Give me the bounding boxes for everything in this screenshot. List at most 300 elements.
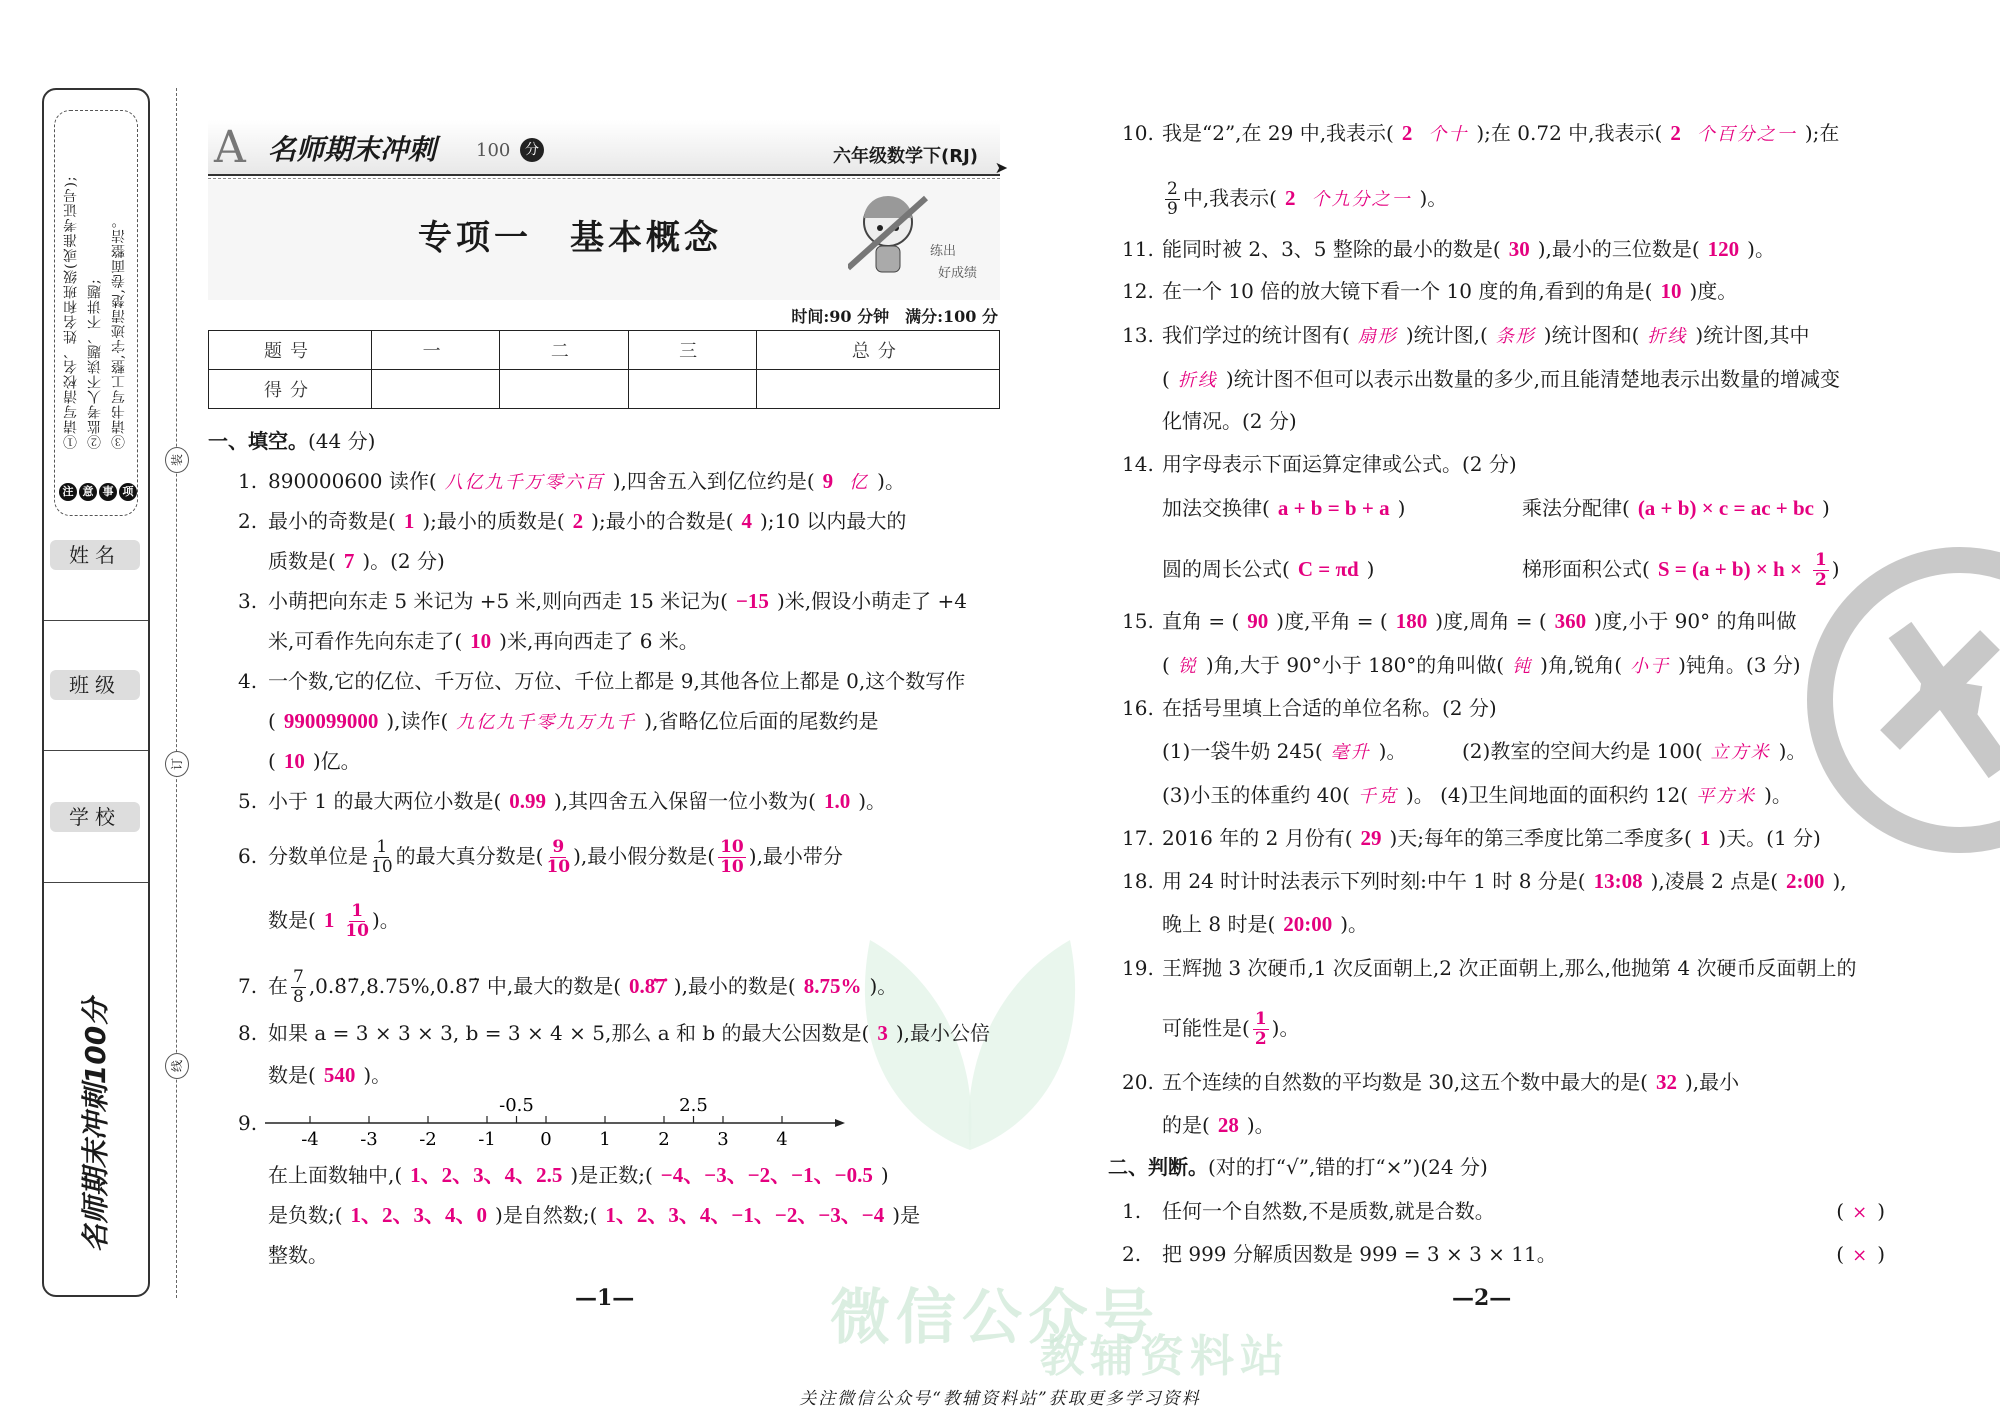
question-text: ) (1366, 557, 1375, 581)
answer-fraction (546, 838, 570, 877)
answer-text: 0.99 (509, 789, 546, 813)
question-text: 五个连续的自然数的平均数是 30,这五个数中最大的是( (1162, 1070, 1648, 1094)
section-heading: 一、填空。 (208, 429, 308, 453)
answer-fraction (345, 902, 369, 941)
answer-text: 10 (283, 749, 305, 773)
question-line (238, 968, 897, 1007)
denominator: 2 (1814, 570, 1827, 590)
section-heading-line (208, 428, 375, 454)
question-text: )。 (1778, 739, 1807, 763)
marked-label: 2.5 (679, 1095, 708, 1116)
score-input-cell[interactable] (756, 370, 999, 409)
question-number: 1. (1122, 1199, 1142, 1223)
logo-a-icon: A (214, 122, 246, 173)
denominator: 8 (293, 987, 304, 1007)
axis-arrow-icon (835, 1119, 845, 1127)
answer-text: 20:00 (1283, 912, 1333, 936)
axis-tick-label: 0 (540, 1129, 552, 1150)
question-text: )。 (4)卫生间地面的面积约 12( (1405, 783, 1689, 807)
question-line (1122, 236, 1775, 262)
question-text: )。 (1271, 1016, 1300, 1040)
table-header-cell: 一 (372, 331, 500, 370)
answer-text: 120 (1707, 237, 1740, 261)
numerator: 1 (1254, 1009, 1267, 1029)
answer-text: 990099000 (283, 709, 379, 733)
mascot-text: 好成绩 (938, 266, 978, 281)
question-number: 20. (1122, 1070, 1154, 1094)
handwritten-answer: 个九分之一 (1311, 189, 1412, 210)
handwritten-answer: 小于 (1630, 656, 1671, 677)
denominator: 9 (1167, 199, 1178, 219)
question-text: )。(2 分) (362, 549, 445, 573)
question-line (1122, 451, 1517, 477)
handwritten-answer: 千克 (1357, 786, 1398, 807)
watermark-text: 教辅资料站 (1040, 1331, 1290, 1382)
answer-text: 3 (877, 1021, 888, 1045)
question-text: ( (1162, 653, 1170, 677)
question-text: (44 分) (308, 429, 376, 453)
handwritten-answer: 八亿九千万零六百 (444, 472, 605, 493)
answer-text: 1 (403, 509, 415, 533)
answer-text: 1、2、3、4、−1、−2、−3、−4 (605, 1203, 885, 1227)
question-text: (对的打“√”,错的打“×”)(24 分) (1208, 1155, 1488, 1179)
answer-text: 180 (1395, 609, 1428, 633)
question-text: )天。(1 分) (1718, 826, 1821, 850)
answer-text: S = (a + b) × h × (1657, 557, 1802, 581)
denominator: 10 (546, 857, 571, 877)
question-line (1162, 652, 1801, 680)
question-text: 小于 1 的最大两位小数是( (268, 789, 502, 813)
question-text: 在上面数轴中,( (268, 1163, 403, 1187)
question-text: );最小的质数是( (422, 509, 565, 533)
series-logo-suffix: 100 (476, 140, 511, 161)
question-line (1162, 366, 1840, 394)
question-text: )。 (877, 469, 905, 493)
answer-text: a + b = b + a (1277, 496, 1390, 520)
answer-text: 1 (1699, 826, 1711, 850)
answer-text: −4、−3、−2、−1、−0.5 (660, 1163, 873, 1187)
question-number: 4. (238, 669, 258, 693)
answer-column (1462, 738, 1806, 766)
question-number: 10. (1122, 121, 1154, 145)
question-text: ) (1397, 496, 1406, 520)
question-text: 小萌把向东走 5 米记为 +5 米,则向西走 15 米记为( (268, 589, 728, 613)
question-text: )亿。 (312, 749, 361, 773)
question-line (268, 1162, 889, 1188)
notice-box (54, 110, 138, 516)
denominator: 10 (720, 857, 744, 877)
question-text: )。 (1378, 739, 1407, 763)
notice-title-char: 意 (79, 483, 97, 501)
question-text: );最小的合数是( (591, 509, 734, 533)
handwritten-answer: 折线 (1647, 326, 1688, 347)
score-table (208, 330, 1000, 409)
question-line (238, 508, 906, 534)
question-line (238, 588, 967, 614)
question-text: 梯形面积公式( (1522, 557, 1650, 581)
question-line (1162, 738, 1806, 766)
question-text: )。 (1747, 237, 1775, 261)
numerator: 1 (376, 837, 388, 857)
question-text: 在括号里填上合适的单位名称。(2 分) (1162, 696, 1497, 720)
table-header-cell: 三 (628, 331, 756, 370)
question-number: 19. (1122, 956, 1154, 980)
handwritten-answer: 立方米 (1710, 742, 1771, 763)
question-text: )天;每年的第三季度比第二季度多( (1389, 826, 1692, 850)
question-text: ) (1822, 496, 1830, 520)
answer-text: 1 (323, 908, 335, 932)
question-line (1122, 278, 1737, 304)
question-text: )角,大于 90°小于 180°的角叫做( (1205, 653, 1505, 677)
question-text: 分数单位是 (268, 844, 368, 868)
question-text: );在 0.72 中,我表示( (1476, 121, 1663, 145)
handwritten-answer: 亿 (849, 472, 870, 493)
question-text: )。 (363, 1063, 392, 1087)
question-text: )米,再向西走了 6 米。 (499, 629, 699, 653)
question-text: )是自然数;( (495, 1203, 598, 1227)
numerator: 2 (1167, 179, 1178, 199)
notice-title-char: 注 (59, 483, 77, 501)
question-text: )。 (1246, 1113, 1275, 1137)
question-line (268, 1202, 920, 1228)
question-line (268, 708, 878, 736)
notice-title-char: 事 (99, 483, 117, 501)
question-text: )统计图,( (1405, 323, 1488, 347)
handwritten-answer: 折线 (1177, 370, 1218, 391)
question-number: 18. (1122, 869, 1154, 893)
handwritten-answer: 平方米 (1696, 786, 1757, 807)
question-text: ), (1832, 869, 1847, 893)
question-text: 最小的奇数是( (268, 509, 396, 533)
answer-fraction (1813, 551, 1829, 590)
question-text: )角,锐角( (1540, 653, 1623, 677)
question-line (268, 628, 699, 654)
question-line (238, 468, 905, 496)
notice-title-char: 项 (119, 483, 137, 501)
answer-text: (a + b) × c = ac + bc (1637, 496, 1814, 520)
handwritten-answer: 毫升 (1330, 742, 1371, 763)
question-number: 14. (1122, 452, 1154, 476)
question-text: ),其四舍五入保留一位小数为( (554, 789, 816, 813)
answer-text: 360 (1554, 609, 1587, 633)
answer-column (1522, 551, 1840, 590)
question-text: );10 以内最大的 (760, 509, 907, 533)
handwritten-answer: 九亿九千零九万九千 (456, 712, 637, 733)
section-heading-line (1108, 1154, 1488, 1180)
answer-text: 2 (1670, 121, 1681, 145)
divider (44, 882, 148, 883)
question-line (238, 838, 843, 877)
question-text: ) (1877, 1199, 1885, 1223)
question-text: )。 (858, 789, 887, 813)
notice-title (59, 483, 137, 501)
question-text: 2016 年的 2 月份有( (1162, 826, 1353, 850)
handwritten-answer: 钝 (1512, 656, 1533, 677)
question-line (268, 1242, 328, 1268)
question-text: ) (1877, 1242, 1885, 1266)
axis-tick-label: -3 (360, 1129, 378, 1150)
answer-text: 28 (1217, 1113, 1239, 1137)
notice-text (59, 119, 131, 449)
question-text: 质数是( (268, 549, 336, 573)
question-text: 圆的周长公式( (1162, 557, 1290, 581)
question-line (1162, 408, 1297, 434)
axis-tick-label: 4 (776, 1129, 788, 1150)
axis-tick-label: 3 (717, 1129, 729, 1150)
question-text: )。 (1764, 783, 1792, 807)
divider (208, 178, 1000, 179)
answer-text: 9 (822, 469, 834, 493)
judgment-bracket (1836, 1241, 1885, 1269)
divider (44, 750, 148, 751)
question-line (1122, 120, 1839, 148)
question-text: 乘法分配律( (1522, 496, 1630, 520)
axis-tick-label: 2 (658, 1129, 670, 1150)
numerator: 10 (720, 837, 744, 857)
class-field-label: 班级 (50, 670, 140, 700)
question-text: ( (268, 709, 276, 733)
question-text: 在一个 10 倍的放大镜下看一个 10 度的角,看到的角是( (1162, 279, 1653, 303)
question-text: ),最小 (1684, 1070, 1740, 1094)
question-line (1122, 608, 1796, 634)
handwritten-answer: × (1852, 1202, 1870, 1223)
question-line (1162, 1112, 1275, 1138)
question-text: )米,假设小萌走了 +4 (776, 589, 967, 613)
cut-mark: 订 (165, 751, 189, 777)
question-text: ,0.8̇7̇,8.75%,0.87̇ 中,最大的数是( (308, 974, 622, 998)
judgment-bracket (1836, 1198, 1885, 1226)
question-text: 用字母表示下面运算定律或公式。(2 分) (1162, 452, 1517, 476)
mascot-icon (848, 188, 928, 288)
question-line (1122, 1069, 1739, 1095)
question-text: ),省略亿位后面的尾数约是 (644, 709, 879, 733)
question-text: 在 (268, 974, 288, 998)
answer-fraction (718, 838, 746, 877)
question-text: 的是( (1162, 1113, 1210, 1137)
binding-sidebar (42, 88, 150, 1297)
question-text: (3)小玉的体重约 40( (1162, 783, 1350, 807)
axis-tick-label: -2 (419, 1129, 437, 1150)
question-text: 如果 a = 3 × 3 × 3, b = 3 × 4 × 5,那么 a 和 b 的最大公因数是( (268, 1021, 870, 1045)
question-line (1162, 782, 1792, 810)
answer-text: 2 (1285, 186, 1296, 210)
question-text: 晚上 8 时是( (1162, 912, 1276, 936)
question-text: )。 (1419, 186, 1448, 210)
handwritten-answer: 条形 (1495, 326, 1536, 347)
question-text: ),最小的三位数是( (1537, 237, 1700, 261)
question-text: )统计图和( (1543, 323, 1640, 347)
denominator: 10 (345, 921, 369, 941)
axis-tick-label: 1 (599, 1129, 611, 1150)
answer-text: 2:00 (1786, 869, 1825, 893)
book-label: 六年级数学下(RJ) (832, 146, 978, 167)
answer-text: 540 (323, 1063, 356, 1087)
question-line (1162, 1010, 1299, 1049)
question-text: );在 (1804, 121, 1840, 145)
question-number: 2. (238, 509, 258, 533)
question-text: )度,小于 90° 的角叫做 (1594, 609, 1797, 633)
question-text: ( (268, 749, 276, 773)
question-text: 米,可看作先向东走了( (268, 629, 463, 653)
numerator: 9 (552, 837, 565, 857)
question-text: ),最小假分数是( (573, 844, 716, 868)
question-text: 王辉抛 3 次硬币,1 次反面朝上,2 次正面朝上,那么,他抛第 4 次硬币反面朝上的 (1162, 956, 1857, 980)
question-number: 16. (1122, 696, 1154, 720)
question-text: )度。 (1689, 279, 1738, 303)
answer-column (1162, 738, 1462, 766)
question-text: 890000600 读作( (268, 469, 437, 493)
section-heading: 二、判断。 (1108, 1155, 1208, 1179)
numerator: 1 (351, 901, 364, 921)
answer-fraction (1253, 1010, 1269, 1049)
question-text: 把 999 分解质因数是 999 = 3 × 3 × 11。 (1162, 1242, 1557, 1266)
table-row (209, 331, 1000, 370)
question-text: )度,周角 = ( (1435, 609, 1547, 633)
question-line (268, 748, 361, 774)
question-text: )。 (371, 908, 400, 932)
question-text: 我是“2”,在 29 中,我表示( (1162, 121, 1394, 145)
fraction (1165, 180, 1180, 219)
page-number: —1— (575, 1285, 635, 1311)
score-input-cell[interactable] (628, 370, 756, 409)
question-text: 中,我表示( (1182, 186, 1277, 210)
handwritten-answer: 个百分之一 (1696, 124, 1797, 145)
answer-text: 4 (741, 509, 752, 533)
logo-badge: 分 (520, 138, 544, 162)
question-text: ),凌晨 2 点是( (1650, 869, 1778, 893)
question-text: ( (1836, 1199, 1845, 1223)
time-info: 时间:90 分钟 满分:100 分 (791, 307, 998, 326)
notice-line: ②监考人不读题、不讲题; (87, 278, 103, 449)
answer-text: 1.0 (823, 789, 851, 813)
marked-label: -0.5 (499, 1095, 534, 1116)
question-text: ) (880, 1163, 889, 1187)
answer-text: 10 (1660, 279, 1682, 303)
question-line (268, 902, 400, 941)
score-input-cell[interactable] (500, 370, 628, 409)
answer-column (1162, 495, 1522, 521)
question-line (1122, 322, 1810, 350)
question-number: 15. (1122, 609, 1154, 633)
watermark-text: 微信公众号 (830, 1283, 1160, 1353)
table-header-cell: 总分 (756, 331, 999, 370)
notice-line: ③请书写工整,字迹清楚,卷面整洁。 (111, 213, 127, 449)
fraction (291, 968, 306, 1007)
name-field-label: 姓名 (50, 540, 140, 570)
question-text: )钝角。(3 分) (1678, 653, 1801, 677)
handwritten-answer: 个十 (1428, 124, 1469, 145)
question-text: 加法交换律( (1162, 496, 1270, 520)
series-logo: 名师期末冲刺 (268, 133, 437, 166)
question-text: ),读作( (386, 709, 449, 733)
question-line (1122, 825, 1821, 851)
question-text: )是正数;( (570, 1163, 653, 1187)
question-number: 6. (238, 844, 258, 868)
cut-mark: 装 (165, 447, 189, 473)
answer-text: 29 (1360, 826, 1382, 850)
score-input-cell[interactable] (372, 370, 500, 409)
question-line (1162, 911, 1368, 937)
answer-text: 32 (1655, 1070, 1677, 1094)
question-number: 3. (238, 589, 258, 613)
cut-mark: 线 (165, 1053, 189, 1079)
question-text: )统计图,其中 (1695, 323, 1810, 347)
question-text: ),四舍五入到亿位约是( (612, 469, 815, 493)
answer-column (1522, 495, 1830, 521)
question-text: ),最小公倍 (895, 1021, 990, 1045)
answer-text: 1、2、3、4、0 (350, 1203, 488, 1227)
question-line (238, 668, 965, 694)
question-text: )。 (1340, 912, 1369, 936)
denominator: 10 (371, 857, 393, 877)
axis-tick-label: -1 (478, 1129, 496, 1150)
school-field-label: 学校 (50, 802, 140, 832)
question-text: 的最大真分数是( (395, 844, 544, 868)
question-text: )统计图不但可以表示出数量的多少,而且能清楚地表示出数量的增减变 (1225, 367, 1840, 391)
answer-text: 1、2、3、4、2.5 (410, 1163, 563, 1187)
header-banner (208, 120, 1008, 177)
mascot-text: 练出 (930, 244, 957, 259)
question-text: ( (1836, 1242, 1845, 1266)
question-text: 化情况。(2 分) (1162, 409, 1297, 433)
question-text: 整数。 (268, 1243, 328, 1267)
question-text: 用 24 时计时法表示下列时刻:中午 1 时 8 分是( (1162, 869, 1586, 893)
answer-text: 13:08 (1593, 869, 1643, 893)
answer-text: C = πd (1297, 557, 1359, 581)
title-area (208, 180, 1000, 300)
question-number: 2. (1122, 1242, 1142, 1266)
question-number: 1. (238, 469, 258, 493)
handwritten-answer: 扇形 (1357, 326, 1398, 347)
question-line (1122, 868, 1847, 894)
answer-text: 8.75% (803, 974, 862, 998)
denominator: 2 (1254, 1029, 1267, 1049)
answer-text: 90 (1247, 609, 1269, 633)
numerator: 1 (1814, 550, 1827, 570)
numerator: 7 (293, 967, 304, 987)
cut-line (176, 88, 177, 1298)
question-text: ),最小的数是( (673, 974, 796, 998)
question-text: ( (1162, 367, 1170, 391)
table-header-cell: 二 (500, 331, 628, 370)
answer-text: 2 (1401, 121, 1413, 145)
question-line (1162, 551, 1840, 590)
question-number: 11. (1122, 237, 1154, 261)
answer-column (1162, 556, 1522, 582)
question-text: 任何一个自然数,不是质数,就是合数。 (1162, 1199, 1495, 1223)
axis-tick-label: -4 (301, 1129, 319, 1150)
question-line (268, 548, 445, 574)
question-text: 数是( (268, 908, 316, 932)
side-logo: 名师期末冲刺100分 (79, 997, 112, 1253)
question-text: )是 (892, 1203, 921, 1227)
arrow-icon: ➤ (994, 158, 1008, 177)
question-text: 能同时被 2、3、5 整除的最小的数是( (1162, 237, 1501, 261)
answer-text: 0.8̇7̇ (629, 974, 666, 998)
question-line (1122, 695, 1497, 721)
question-number: 5. (238, 789, 258, 813)
question-text: )度,平角 = ( (1276, 609, 1388, 633)
notice-line: ①请写清校名、姓名和班级(或准考证号); (63, 175, 79, 449)
footer-note: 关注微信公众号“教辅资料站”获取更多学习资料 (799, 1389, 1201, 1409)
page-title: 专项一 基本概念 (418, 218, 722, 258)
answer-text: 2 (572, 509, 584, 533)
answer-text: 10 (470, 629, 492, 653)
question-line (1122, 1198, 1885, 1224)
answer-text: 30 (1508, 237, 1530, 261)
handwritten-answer: × (1852, 1245, 1870, 1266)
answer-text: −15 (735, 589, 769, 613)
